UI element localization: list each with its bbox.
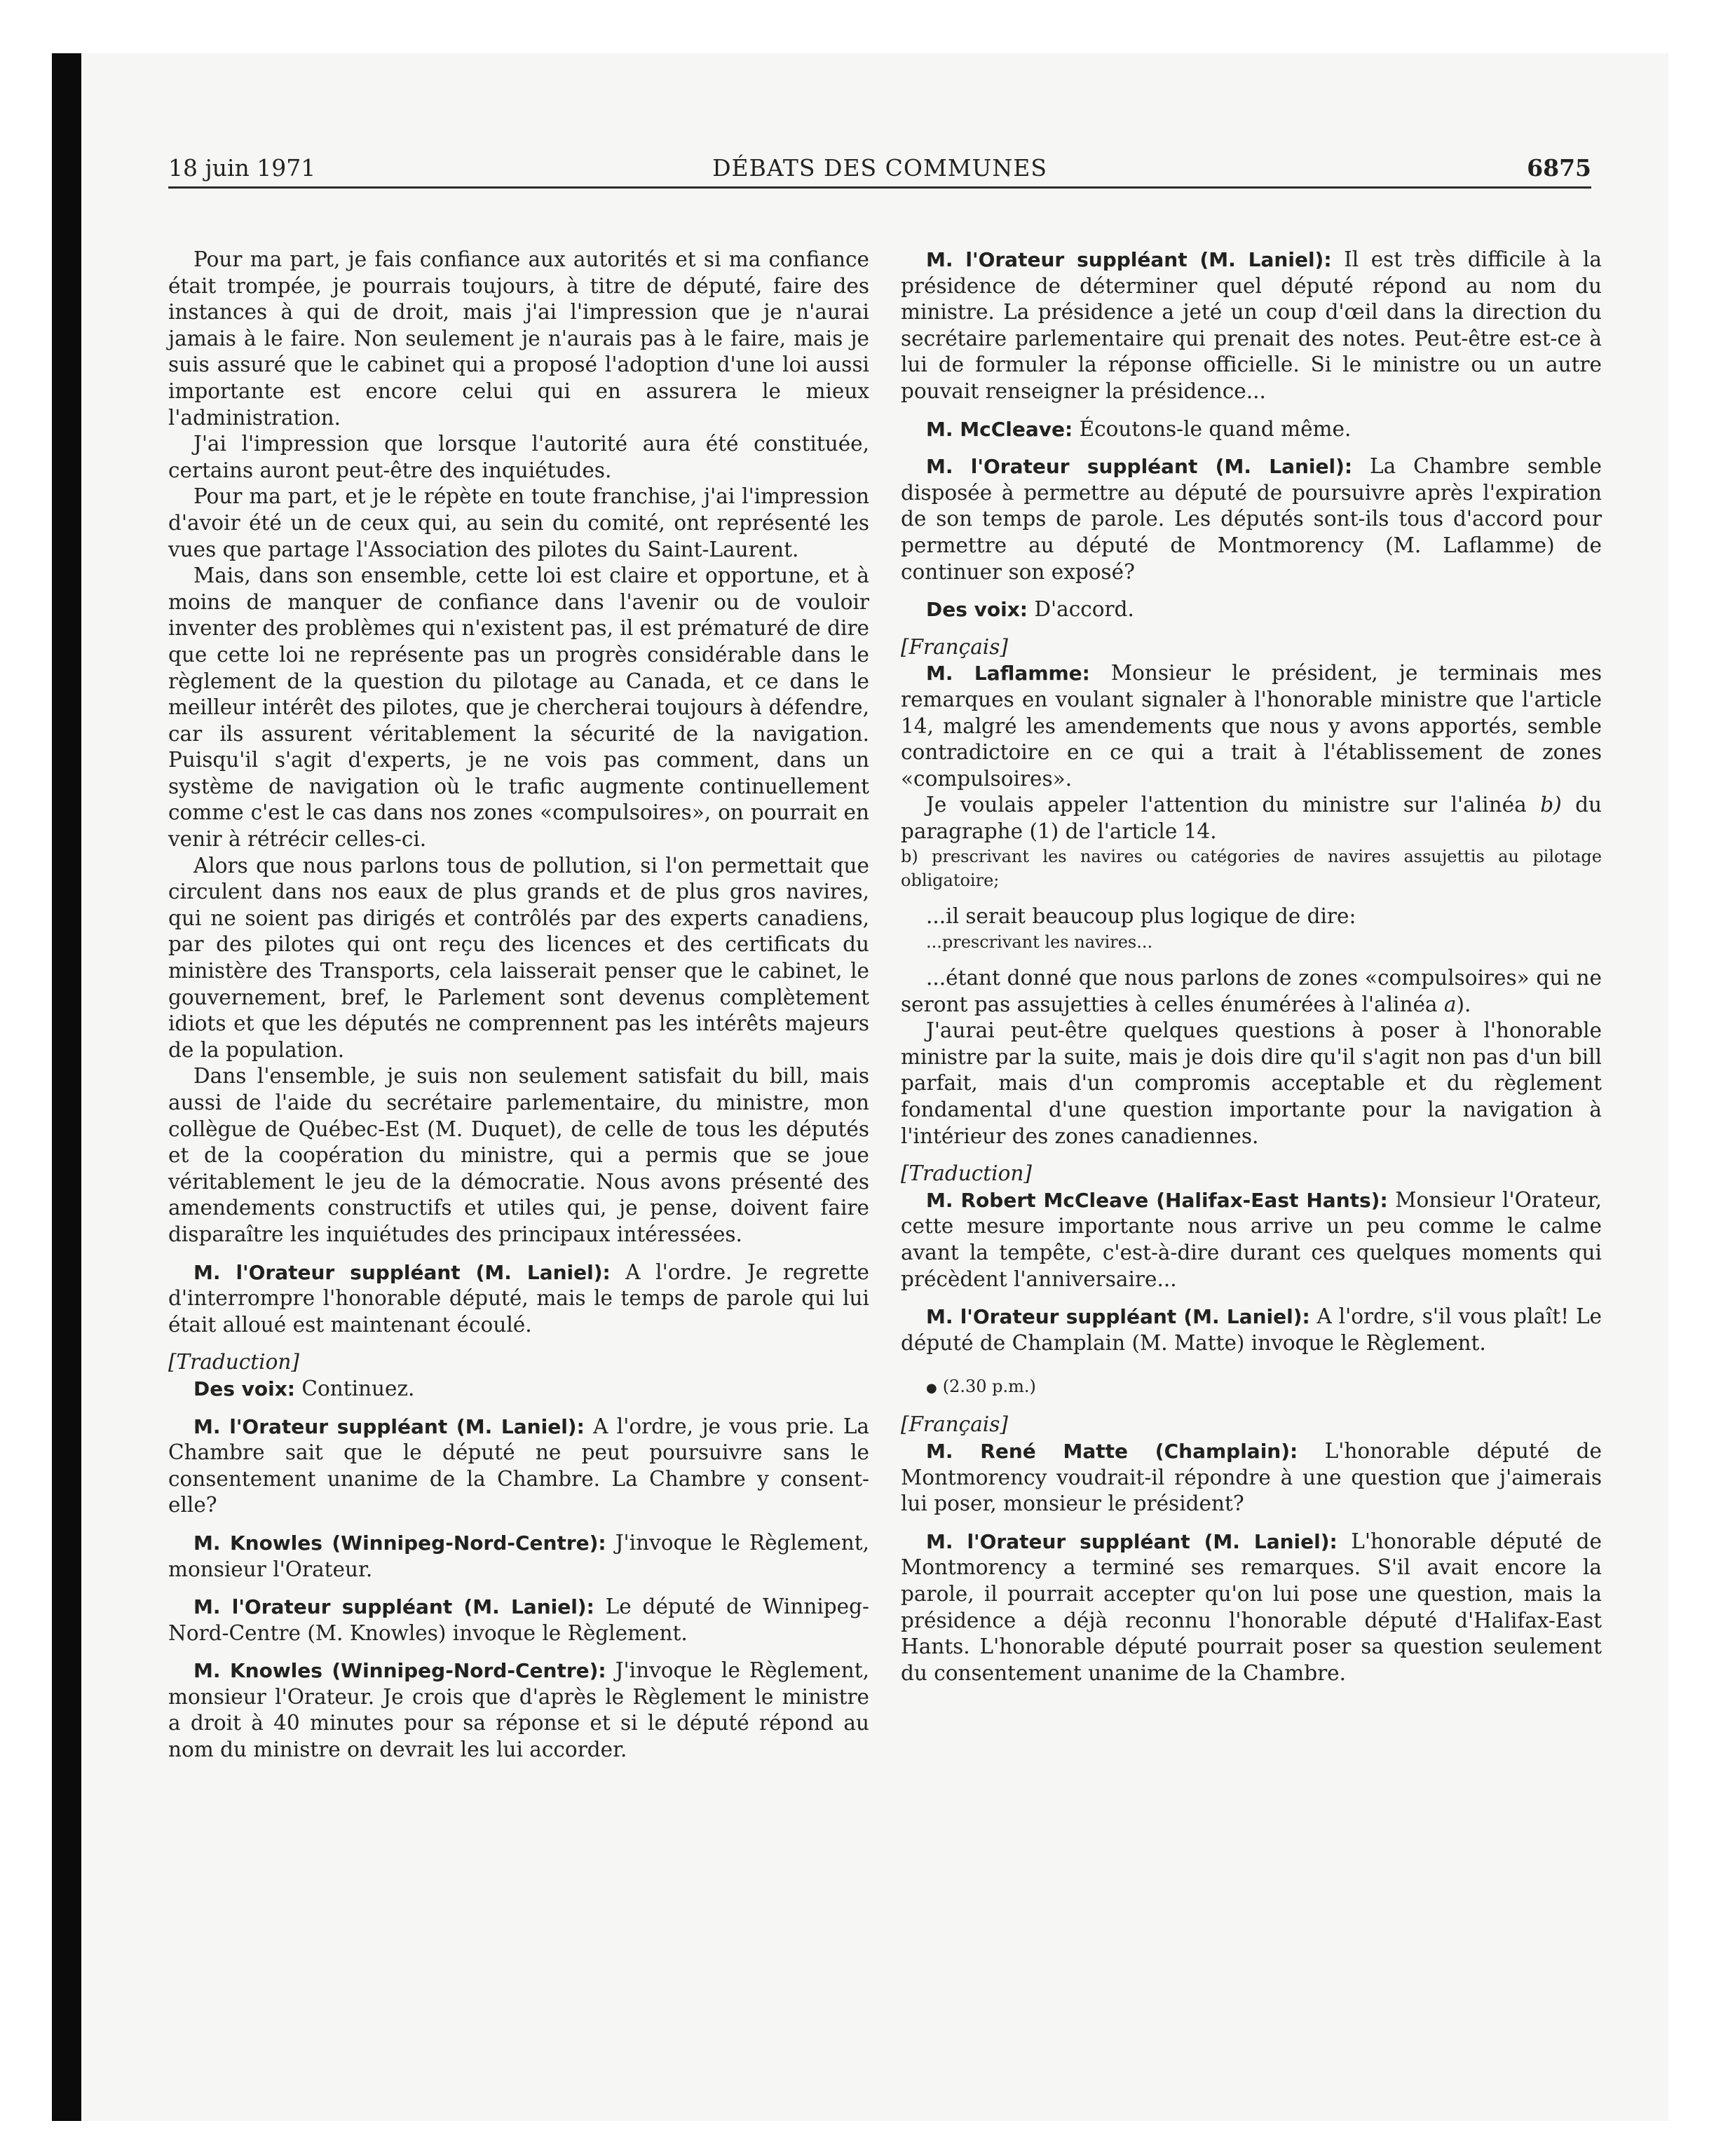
speaker-name: M. l'Orateur suppléant (M. Laniel): [926,1305,1310,1329]
speaker-name: M. McCleave: [926,417,1073,441]
header-page-number: 6875 [1527,154,1591,182]
speech [168,1414,869,1519]
speaker-name: M. l'Orateur suppléant (M. Laniel): [926,248,1332,271]
speaker-name: M. Laflamme: [926,662,1090,685]
speaker-name: M. l'Orateur suppléant (M. Laniel): [193,1595,594,1619]
text-run: b) [1540,793,1562,817]
left-column [168,247,869,1763]
section-label: [Traduction] [901,1161,1032,1186]
speech [168,1594,869,1646]
paragraph: Pour ma part, je fais confiance aux autorités et si ma confiance était trompée, je pourrais toujours, à titre de député, faire des instances à qui de droit, mais j'ai l'impression que je n'aurai jamais à le faire. Non seulement je n'aurais pas à le faire, mais je suis assuré que le cabinet qui a proposé l'adoption d'une loi aussi importante est encore celui qui en assurera le mieux l'administration. [168,247,869,430]
paragraph: J'aurai peut-être quelques questions à poser à l'honorable ministre par la suite, mais je dois dire qu'il s'agit non pas d'un bill parfait, mais d'un compromis acceptable et du règlement fondamental d'une question importante pour la navigation à l'intérieur des zones canadiennes. [901,1018,1602,1148]
speech-text: Écoutons-le quand même. [1073,416,1352,441]
text-run: ). [1456,992,1471,1016]
speech [168,1376,869,1403]
speech-text: Il est très difficile à la présidence de déterminer quel député répond au nom du ministre. La présidence a jeté un coup d'œil dans la direction du secrétaire parlementaire qui prenait des notes. Peut-être est-ce à lui de formuler la réponse officielle. Si le ministre ou un autre pouvait renseigner la présidence... [901,247,1603,403]
paragraph: J'ai l'impression que lorsque l'autorité aura été constituée, certains auront peut-être des inquiétudes. [168,432,869,482]
speech [901,453,1602,585]
bullet-icon: ● [926,1381,937,1396]
speaker-name: M. l'Orateur suppléant (M. Laniel): [926,1529,1338,1553]
speech-text: J'invoque le Règlement, monsieur l'Orateur. Je crois que d'après le Règlement le ministre a droit à 40 minutes pour sa réponse et si le député répond au nom du ministre on devrait les lui accorder. [168,1658,869,1762]
text-run: Je voulais appeler l'attention du ministre sur l'alinéa [926,793,1541,817]
speech-text: L'honorable député de Montmorency a terminé ses remarques. S'il avait encore la parole, il pourrait accepter qu'on lui pose une question, mais la présidence a déjà reconnu l'honorable député d'Halifax-East Hants. L'honorable député pourrait poser sa question seulement du consentement unanime de la Chambre. [901,1529,1603,1685]
paragraph: Alors que nous parlons tous de pollution, si l'on permettait que circulent dans nos eaux de plus grands et de plus gros navires, qui ne soient pas dirigés et contrôlés par des experts canadiens, par des pilotes qui ont reçu des licences et des certificats du ministère des Transports, cela laisserait penser que le cabinet, le gouvernement, bref, le Parlement sont devenus complètement idiots et que les députés ne comprennent pas les intérêts majeurs de la population. [168,853,869,1062]
speech-text: L'honorable député de Montmorency voudrait-il répondre à une question que j'aimerais lui poser, monsieur le président? [901,1438,1602,1516]
speaker-name: Des voix: [926,598,1028,622]
speech-text: Monsieur l'Orateur, cette mesure importante nous arrive un peu comme le calme avant la tempête, c'est-à-dire durant ces quelques moments qui précèdent l'anniversaire... [901,1187,1602,1291]
speech-text: Continuez. [295,1376,415,1400]
speech-text: Le député de Winnipeg-Nord-Centre (M. Knowles) invoque le Règlement. [168,1595,869,1645]
time-stamp [901,1374,1602,1400]
header-date: 18 juin 1971 [168,154,316,182]
speech-text: J'invoque le Règlement, monsieur l'Orateur. [168,1530,869,1581]
speech [901,660,1602,792]
speech [901,596,1602,623]
speaker-name: M. Robert McCleave (Halifax-East Hants): [926,1188,1388,1212]
quoted-text: b) prescrivant les navires ou catégories de navires assujettis au pilotage obligatoire; [901,847,1602,891]
speech [168,1530,869,1583]
page-header [168,153,1591,189]
speaker-name: M. l'Orateur suppléant (M. Laniel): [193,1414,585,1438]
speech [901,416,1602,443]
paragraph: Mais, dans son ensemble, cette loi est claire et opportune, et à moins de manquer de confiance dans l'avenir ou de vouloir inventer des problèmes qui n'existent pas, il est prématuré de dire que cette loi ne représente pas un progrès considérable dans le règlement de la question du pilotage au Canada, et ce dans le meilleur intérêt des pilotes, que je chercherai toujours à défendre, car ils assurent véritablement la sécurité de la navigation. Puisqu'il s'agit d'experts, je ne vois pas comment, dans un système de navigation où le trafic augmente continuellement comme c'est le cas dans nos zones «compulsoires», on pourrait en venir à rétrécir celles-ci. [168,564,869,852]
speech [168,1658,869,1763]
speech [901,1304,1602,1356]
section-label: [Français] [901,634,1008,659]
text-run: a [1443,992,1457,1016]
speaker-name: M. René Matte (Champlain): [926,1439,1298,1463]
speech-text: D'accord. [1028,597,1134,622]
speaker-name: M. l'Orateur suppléant (M. Laniel): [926,455,1353,479]
paragraph [901,792,1602,845]
section-label: [Traduction] [168,1350,299,1374]
quoted-text: ...prescrivant les navires... [926,932,1153,953]
speech-text: Monsieur le président, je terminais mes remarques en voulant signaler à l'honorable ministre que l'article 14, malgré les amendements que nous y avons apportés, semble contradictoire en ce qui a trait à l'établissement de zones «compulsoires». [901,661,1602,791]
speaker-name: Des voix: [193,1377,295,1400]
scan-edge-bar [52,53,81,2121]
speaker-name: M. Knowles (Winnipeg-Nord-Centre): [193,1659,606,1683]
paragraph: Pour ma part, et je le répète en toute franchise, j'ai l'impression d'avoir été un de ceux qui, au sein du comité, ont représenté les vues que partage l'Association des pilotes du Saint-Laurent. [168,484,869,561]
text-run: du paragraphe (1) de l'article 14. [901,793,1602,843]
paragraph [901,965,1602,1018]
speech-text: A l'ordre, s'il vous plaît! Le député de Champlain (M. Matte) invoque le Règlement. [901,1304,1602,1355]
time-text: (2.30 p.m.) [942,1377,1036,1397]
paragraph: ...il serait beaucoup plus logique de dire: [926,904,1356,929]
speaker-name: M. Knowles (Winnipeg-Nord-Centre): [193,1531,606,1555]
header-title: DÉBATS DES COMMUNES [712,154,1047,182]
speech [168,1260,869,1339]
paragraph: Dans l'ensemble, je suis non seulement satisfait du bill, mais aussi de l'aide du secrétaire parlementaire, du ministre, mon collègue de Québec-Est (M. Duquet), de celle de tous les députés et de la coopération du ministre, qui a permis que se joue véritablement le jeu de la démocratie. Nous avons présenté des amendements constructifs et utiles qui, je pense, doivent faire disparaître les inquiétudes des principaux intéressées. [168,1064,869,1246]
speech-text: La Chambre semble disposée à permettre au député de poursuivre après l'expiration de son temps de parole. Les députés sont-ils tous d'accord pour permettre au député de Montmorency (M. Laflamme) de continuer son exposé? [901,454,1603,584]
speech [901,1187,1602,1292]
speech [901,1438,1602,1517]
section-label: [Français] [901,1412,1008,1437]
speech [901,247,1602,405]
speech-text: A l'ordre, je vous prie. La Chambre sait que le député ne peut poursuivre sans le consentement unanime de la Chambre. La Chambre y consent-elle? [168,1414,869,1517]
right-column [901,247,1602,1686]
text-run: ...étant donné que nous parlons de zones «compulsoires» qui ne seront pas assujetties à celles énumérées à l'alinéa [901,966,1602,1016]
speech [901,1529,1602,1687]
speaker-name: M. l'Orateur suppléant (M. Laniel): [193,1260,611,1284]
speech-text: A l'ordre. Je regrette d'interrompre l'honorable député, mais le temps de parole qui lui était alloué est maintenant écoulé. [168,1260,870,1337]
